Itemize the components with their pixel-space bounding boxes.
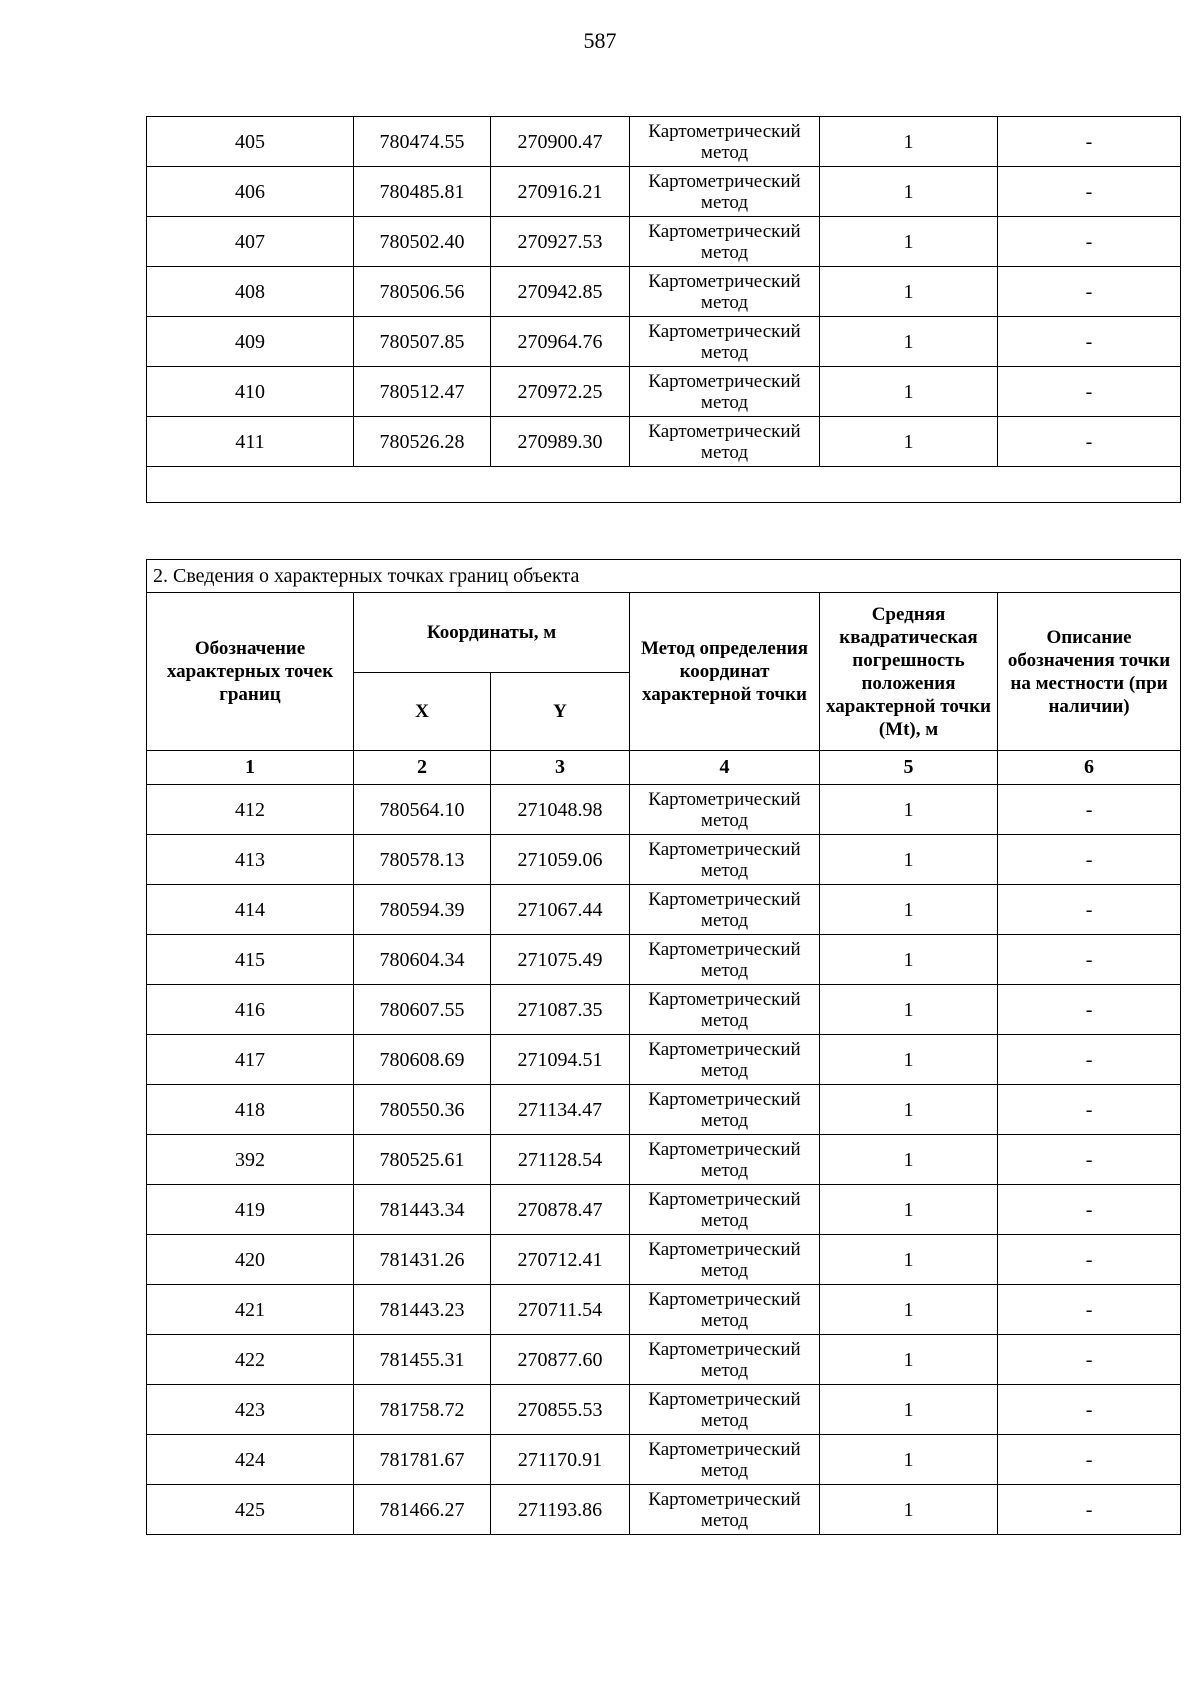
x-coordinate-cell: 780604.34 [354, 935, 491, 985]
error-cell: 1 [820, 417, 998, 467]
method-cell: Картометрический метод [630, 785, 820, 835]
description-cell: - [998, 1185, 1181, 1235]
point-id-cell: 422 [147, 1335, 354, 1385]
point-id-cell: 409 [147, 317, 354, 367]
description-cell: - [998, 1485, 1181, 1535]
table-row [147, 1485, 1181, 1535]
method-cell: Картометрический метод [630, 267, 820, 317]
method-cell: Картометрический метод [630, 1285, 820, 1335]
header-y: Y [491, 673, 630, 751]
y-coordinate-cell: 270989.30 [491, 417, 630, 467]
x-coordinate-cell: 780474.55 [354, 117, 491, 167]
description-cell: - [998, 1285, 1181, 1335]
table-row [147, 885, 1181, 935]
column-number: 4 [630, 751, 820, 785]
y-coordinate-cell: 271128.54 [491, 1135, 630, 1185]
y-coordinate-cell: 270900.47 [491, 117, 630, 167]
x-coordinate-cell: 780526.28 [354, 417, 491, 467]
column-number: 2 [354, 751, 491, 785]
error-cell: 1 [820, 1385, 998, 1435]
error-cell: 1 [820, 1335, 998, 1385]
method-cell: Картометрический метод [630, 217, 820, 267]
y-coordinate-cell: 270878.47 [491, 1185, 630, 1235]
description-cell: - [998, 1385, 1181, 1435]
error-cell: 1 [820, 785, 998, 835]
y-coordinate-cell: 271087.35 [491, 985, 630, 1035]
y-coordinate-cell: 271067.44 [491, 885, 630, 935]
table-row [147, 1185, 1181, 1235]
point-id-cell: 413 [147, 835, 354, 885]
point-id-cell: 392 [147, 1135, 354, 1185]
y-coordinate-cell: 270942.85 [491, 267, 630, 317]
method-cell: Картометрический метод [630, 885, 820, 935]
method-cell: Картометрический метод [630, 117, 820, 167]
table-row [147, 785, 1181, 835]
method-cell: Картометрический метод [630, 1085, 820, 1135]
error-cell: 1 [820, 1285, 998, 1335]
description-cell: - [998, 1435, 1181, 1485]
x-coordinate-cell: 781443.23 [354, 1285, 491, 1335]
description-cell: - [998, 167, 1181, 217]
description-cell: - [998, 1135, 1181, 1185]
y-coordinate-cell: 271193.86 [491, 1485, 630, 1535]
error-cell: 1 [820, 1085, 998, 1135]
description-cell: - [998, 1035, 1181, 1085]
description-cell: - [998, 985, 1181, 1035]
table-row [147, 1035, 1181, 1085]
point-id-cell: 424 [147, 1435, 354, 1485]
method-cell: Картометрический метод [630, 367, 820, 417]
empty-cell [147, 467, 1181, 503]
x-coordinate-cell: 780512.47 [354, 367, 491, 417]
description-cell: - [998, 835, 1181, 885]
table-row [147, 1085, 1181, 1135]
error-cell: 1 [820, 1485, 998, 1535]
point-id-cell: 420 [147, 1235, 354, 1285]
method-cell: Картометрический метод [630, 417, 820, 467]
method-cell: Картометрический метод [630, 1335, 820, 1385]
y-coordinate-cell: 271170.91 [491, 1435, 630, 1485]
method-cell: Картометрический метод [630, 1435, 820, 1485]
description-cell: - [998, 1085, 1181, 1135]
description-cell: - [998, 267, 1181, 317]
description-cell: - [998, 217, 1181, 267]
y-coordinate-cell: 271134.47 [491, 1085, 630, 1135]
error-cell: 1 [820, 935, 998, 985]
column-number: 3 [491, 751, 630, 785]
point-id-cell: 415 [147, 935, 354, 985]
x-coordinate-cell: 780607.55 [354, 985, 491, 1035]
table-row [147, 1135, 1181, 1185]
table-row [147, 367, 1181, 417]
table-row [147, 1335, 1181, 1385]
empty-row [147, 467, 1181, 503]
method-cell: Картометрический метод [630, 835, 820, 885]
x-coordinate-cell: 780502.40 [354, 217, 491, 267]
table2-body [147, 785, 1181, 1535]
x-coordinate-cell: 780550.36 [354, 1085, 491, 1135]
section-title: 2. Сведения о характерных точках границ объекта [147, 560, 1181, 593]
table-row [147, 267, 1181, 317]
page-number: 587 [583, 28, 617, 53]
error-cell: 1 [820, 1435, 998, 1485]
method-cell: Картометрический метод [630, 1185, 820, 1235]
x-coordinate-cell: 780608.69 [354, 1035, 491, 1085]
error-cell: 1 [820, 217, 998, 267]
table-row [147, 317, 1181, 367]
column-number: 6 [998, 751, 1181, 785]
x-coordinate-cell: 780507.85 [354, 317, 491, 367]
x-coordinate-cell: 781431.26 [354, 1235, 491, 1285]
boundary-points-table [146, 559, 1181, 1535]
point-id-cell: 417 [147, 1035, 354, 1085]
error-cell: 1 [820, 1035, 998, 1085]
table-row [147, 1385, 1181, 1435]
y-coordinate-cell: 270711.54 [491, 1285, 630, 1335]
error-cell: 1 [820, 117, 998, 167]
method-cell: Картометрический метод [630, 1385, 820, 1435]
y-coordinate-cell: 270877.60 [491, 1335, 630, 1385]
column-number: 1 [147, 751, 354, 785]
header-description: Описание обозначения точки на местности (при наличии) [998, 593, 1181, 751]
error-cell: 1 [820, 167, 998, 217]
y-coordinate-cell: 271059.06 [491, 835, 630, 885]
description-cell: - [998, 317, 1181, 367]
error-cell: 1 [820, 885, 998, 935]
table-row [147, 985, 1181, 1035]
x-coordinate-cell: 780564.10 [354, 785, 491, 835]
table-row [147, 217, 1181, 267]
error-cell: 1 [820, 985, 998, 1035]
y-coordinate-cell: 270927.53 [491, 217, 630, 267]
method-cell: Картометрический метод [630, 317, 820, 367]
error-cell: 1 [820, 835, 998, 885]
description-cell: - [998, 417, 1181, 467]
point-id-cell: 425 [147, 1485, 354, 1535]
description-cell: - [998, 1335, 1181, 1385]
x-coordinate-cell: 781758.72 [354, 1385, 491, 1435]
description-cell: - [998, 117, 1181, 167]
table1-body [147, 117, 1181, 503]
y-coordinate-cell: 270916.21 [491, 167, 630, 217]
description-cell: - [998, 367, 1181, 417]
x-coordinate-cell: 781455.31 [354, 1335, 491, 1385]
method-cell: Картометрический метод [630, 985, 820, 1035]
x-coordinate-cell: 781443.34 [354, 1185, 491, 1235]
description-cell: - [998, 935, 1181, 985]
header-point-designation: Обозначение характерных точек границ [147, 593, 354, 751]
description-cell: - [998, 1235, 1181, 1285]
y-coordinate-cell: 270964.76 [491, 317, 630, 367]
point-id-cell: 410 [147, 367, 354, 417]
point-id-cell: 411 [147, 417, 354, 467]
point-id-cell: 414 [147, 885, 354, 935]
table-row [147, 117, 1181, 167]
x-coordinate-cell: 780485.81 [354, 167, 491, 217]
table-row [147, 167, 1181, 217]
description-cell: - [998, 885, 1181, 935]
error-cell: 1 [820, 317, 998, 367]
y-coordinate-cell: 270855.53 [491, 1385, 630, 1435]
table-row [147, 1235, 1181, 1285]
x-coordinate-cell: 781466.27 [354, 1485, 491, 1535]
x-coordinate-cell: 781781.67 [354, 1435, 491, 1485]
y-coordinate-cell: 270972.25 [491, 367, 630, 417]
table-row [147, 1435, 1181, 1485]
point-id-cell: 418 [147, 1085, 354, 1135]
method-cell: Картометрический метод [630, 935, 820, 985]
description-cell: - [998, 785, 1181, 835]
error-cell: 1 [820, 367, 998, 417]
point-id-cell: 421 [147, 1285, 354, 1335]
error-cell: 1 [820, 1135, 998, 1185]
table-row [147, 935, 1181, 985]
table-row [147, 417, 1181, 467]
header-method: Метод определения координат характерной точки [630, 593, 820, 751]
column-number: 5 [820, 751, 998, 785]
method-cell: Картометрический метод [630, 1485, 820, 1535]
x-coordinate-cell: 780594.39 [354, 885, 491, 935]
table-row [147, 835, 1181, 885]
x-coordinate-cell: 780525.61 [354, 1135, 491, 1185]
x-coordinate-cell: 780578.13 [354, 835, 491, 885]
y-coordinate-cell: 271094.51 [491, 1035, 630, 1085]
y-coordinate-cell: 270712.41 [491, 1235, 630, 1285]
method-cell: Картометрический метод [630, 167, 820, 217]
method-cell: Картометрический метод [630, 1135, 820, 1185]
coordinates-table-continued [146, 116, 1181, 503]
table-row [147, 1285, 1181, 1335]
method-cell: Картометрический метод [630, 1035, 820, 1085]
error-cell: 1 [820, 267, 998, 317]
point-id-cell: 416 [147, 985, 354, 1035]
point-id-cell: 412 [147, 785, 354, 835]
x-coordinate-cell: 780506.56 [354, 267, 491, 317]
header-coordinates: Координаты, м [354, 593, 630, 673]
header-error: Средняя квадратическая погрешность положения характерной точки (Mt), м [820, 593, 998, 751]
point-id-cell: 419 [147, 1185, 354, 1235]
point-id-cell: 407 [147, 217, 354, 267]
error-cell: 1 [820, 1185, 998, 1235]
error-cell: 1 [820, 1235, 998, 1285]
point-id-cell: 406 [147, 167, 354, 217]
y-coordinate-cell: 271048.98 [491, 785, 630, 835]
point-id-cell: 408 [147, 267, 354, 317]
method-cell: Картометрический метод [630, 1235, 820, 1285]
point-id-cell: 405 [147, 117, 354, 167]
header-x: X [354, 673, 491, 751]
point-id-cell: 423 [147, 1385, 354, 1435]
y-coordinate-cell: 271075.49 [491, 935, 630, 985]
